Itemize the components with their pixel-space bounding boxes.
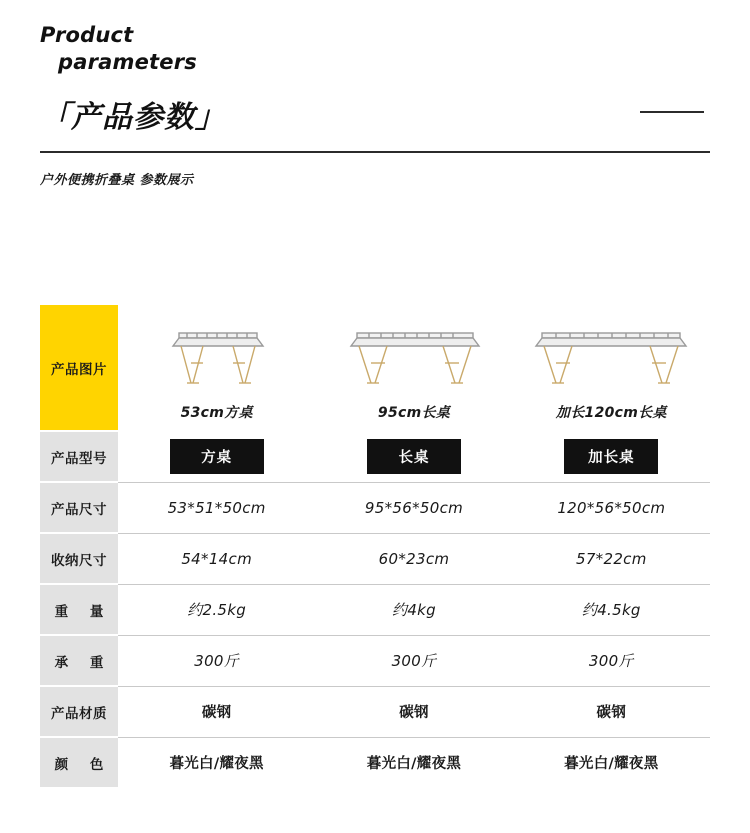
table-row	[40, 533, 710, 584]
page-title-cn-wrap	[40, 92, 710, 136]
material-cell-1: 碳钢	[118, 686, 315, 737]
model-cell-2	[315, 431, 512, 482]
material-cell-2: 碳钢	[315, 686, 512, 737]
product-photo-caption: 95cm长桌	[377, 404, 451, 421]
page-title-en-line1: Product	[40, 23, 134, 47]
page-title-cn: 「产品参数」	[40, 99, 226, 135]
model-chip: 加长桌	[564, 439, 658, 474]
product-photo-caption: 53cm方桌	[180, 404, 253, 421]
model-cell-3	[513, 431, 710, 482]
row-label-color: 颜 色	[40, 737, 118, 787]
page-subtitle: 户外便携折叠桌 参数展示	[40, 172, 194, 188]
color-cell-3: 暮光白/耀夜黑	[564, 755, 659, 772]
weight-cell-3: 约4.5kg	[513, 584, 710, 635]
spec-table	[40, 305, 710, 787]
row-label-product-photo: 产品图片	[40, 305, 118, 431]
page-header	[0, 0, 750, 136]
page-title-en-line2: parameters	[58, 49, 197, 74]
product-photo-caption: 加长120cm长桌	[555, 404, 667, 421]
header-divider	[40, 151, 710, 153]
folded-size-cell-1: 54*14cm	[118, 533, 315, 584]
model-cell-1	[118, 431, 315, 482]
model-chip: 长桌	[367, 439, 461, 474]
folded-size-cell-3: 57*22cm	[513, 533, 710, 584]
weight-cell-1: 约2.5kg	[118, 584, 315, 635]
row-label-material: 产品材质	[40, 686, 118, 737]
table-row	[40, 686, 710, 737]
color-cell-2: 暮光白/耀夜黑	[366, 755, 462, 772]
folding-table-long-icon	[339, 315, 489, 400]
table-row	[40, 635, 710, 686]
row-label-size: 产品尺寸	[40, 482, 118, 533]
table-row	[40, 431, 710, 482]
table-row	[40, 737, 710, 787]
product-photo-cell-3	[513, 305, 710, 431]
title-rule-short	[640, 111, 704, 113]
row-label-load: 承 重	[40, 635, 118, 686]
product-photo-cell-1	[118, 305, 315, 431]
table-row	[40, 482, 710, 533]
load-cell-3: 300斤	[513, 635, 710, 686]
color-cell-1: 暮光白/耀夜黑	[169, 755, 264, 772]
model-chip: 方桌	[170, 439, 264, 474]
folding-table-square-icon	[157, 315, 277, 400]
table-row	[40, 584, 710, 635]
weight-cell-2: 约4kg	[315, 584, 512, 635]
row-label-model: 产品型号	[40, 431, 118, 482]
row-label-folded-size: 收纳尺寸	[40, 533, 118, 584]
size-cell-1: 53*51*50cm	[118, 482, 315, 533]
folding-table-extra-long-icon	[526, 315, 696, 400]
row-label-weight: 重 量	[40, 584, 118, 635]
material-cell-3: 碳钢	[513, 686, 710, 737]
load-cell-1: 300斤	[118, 635, 315, 686]
folded-size-cell-2: 60*23cm	[315, 533, 512, 584]
size-cell-2: 95*56*50cm	[315, 482, 512, 533]
load-cell-2: 300斤	[315, 635, 512, 686]
table-row	[40, 305, 710, 431]
product-photo-cell-2	[315, 305, 512, 431]
page-title-en	[40, 22, 290, 76]
size-cell-3: 120*56*50cm	[513, 482, 710, 533]
